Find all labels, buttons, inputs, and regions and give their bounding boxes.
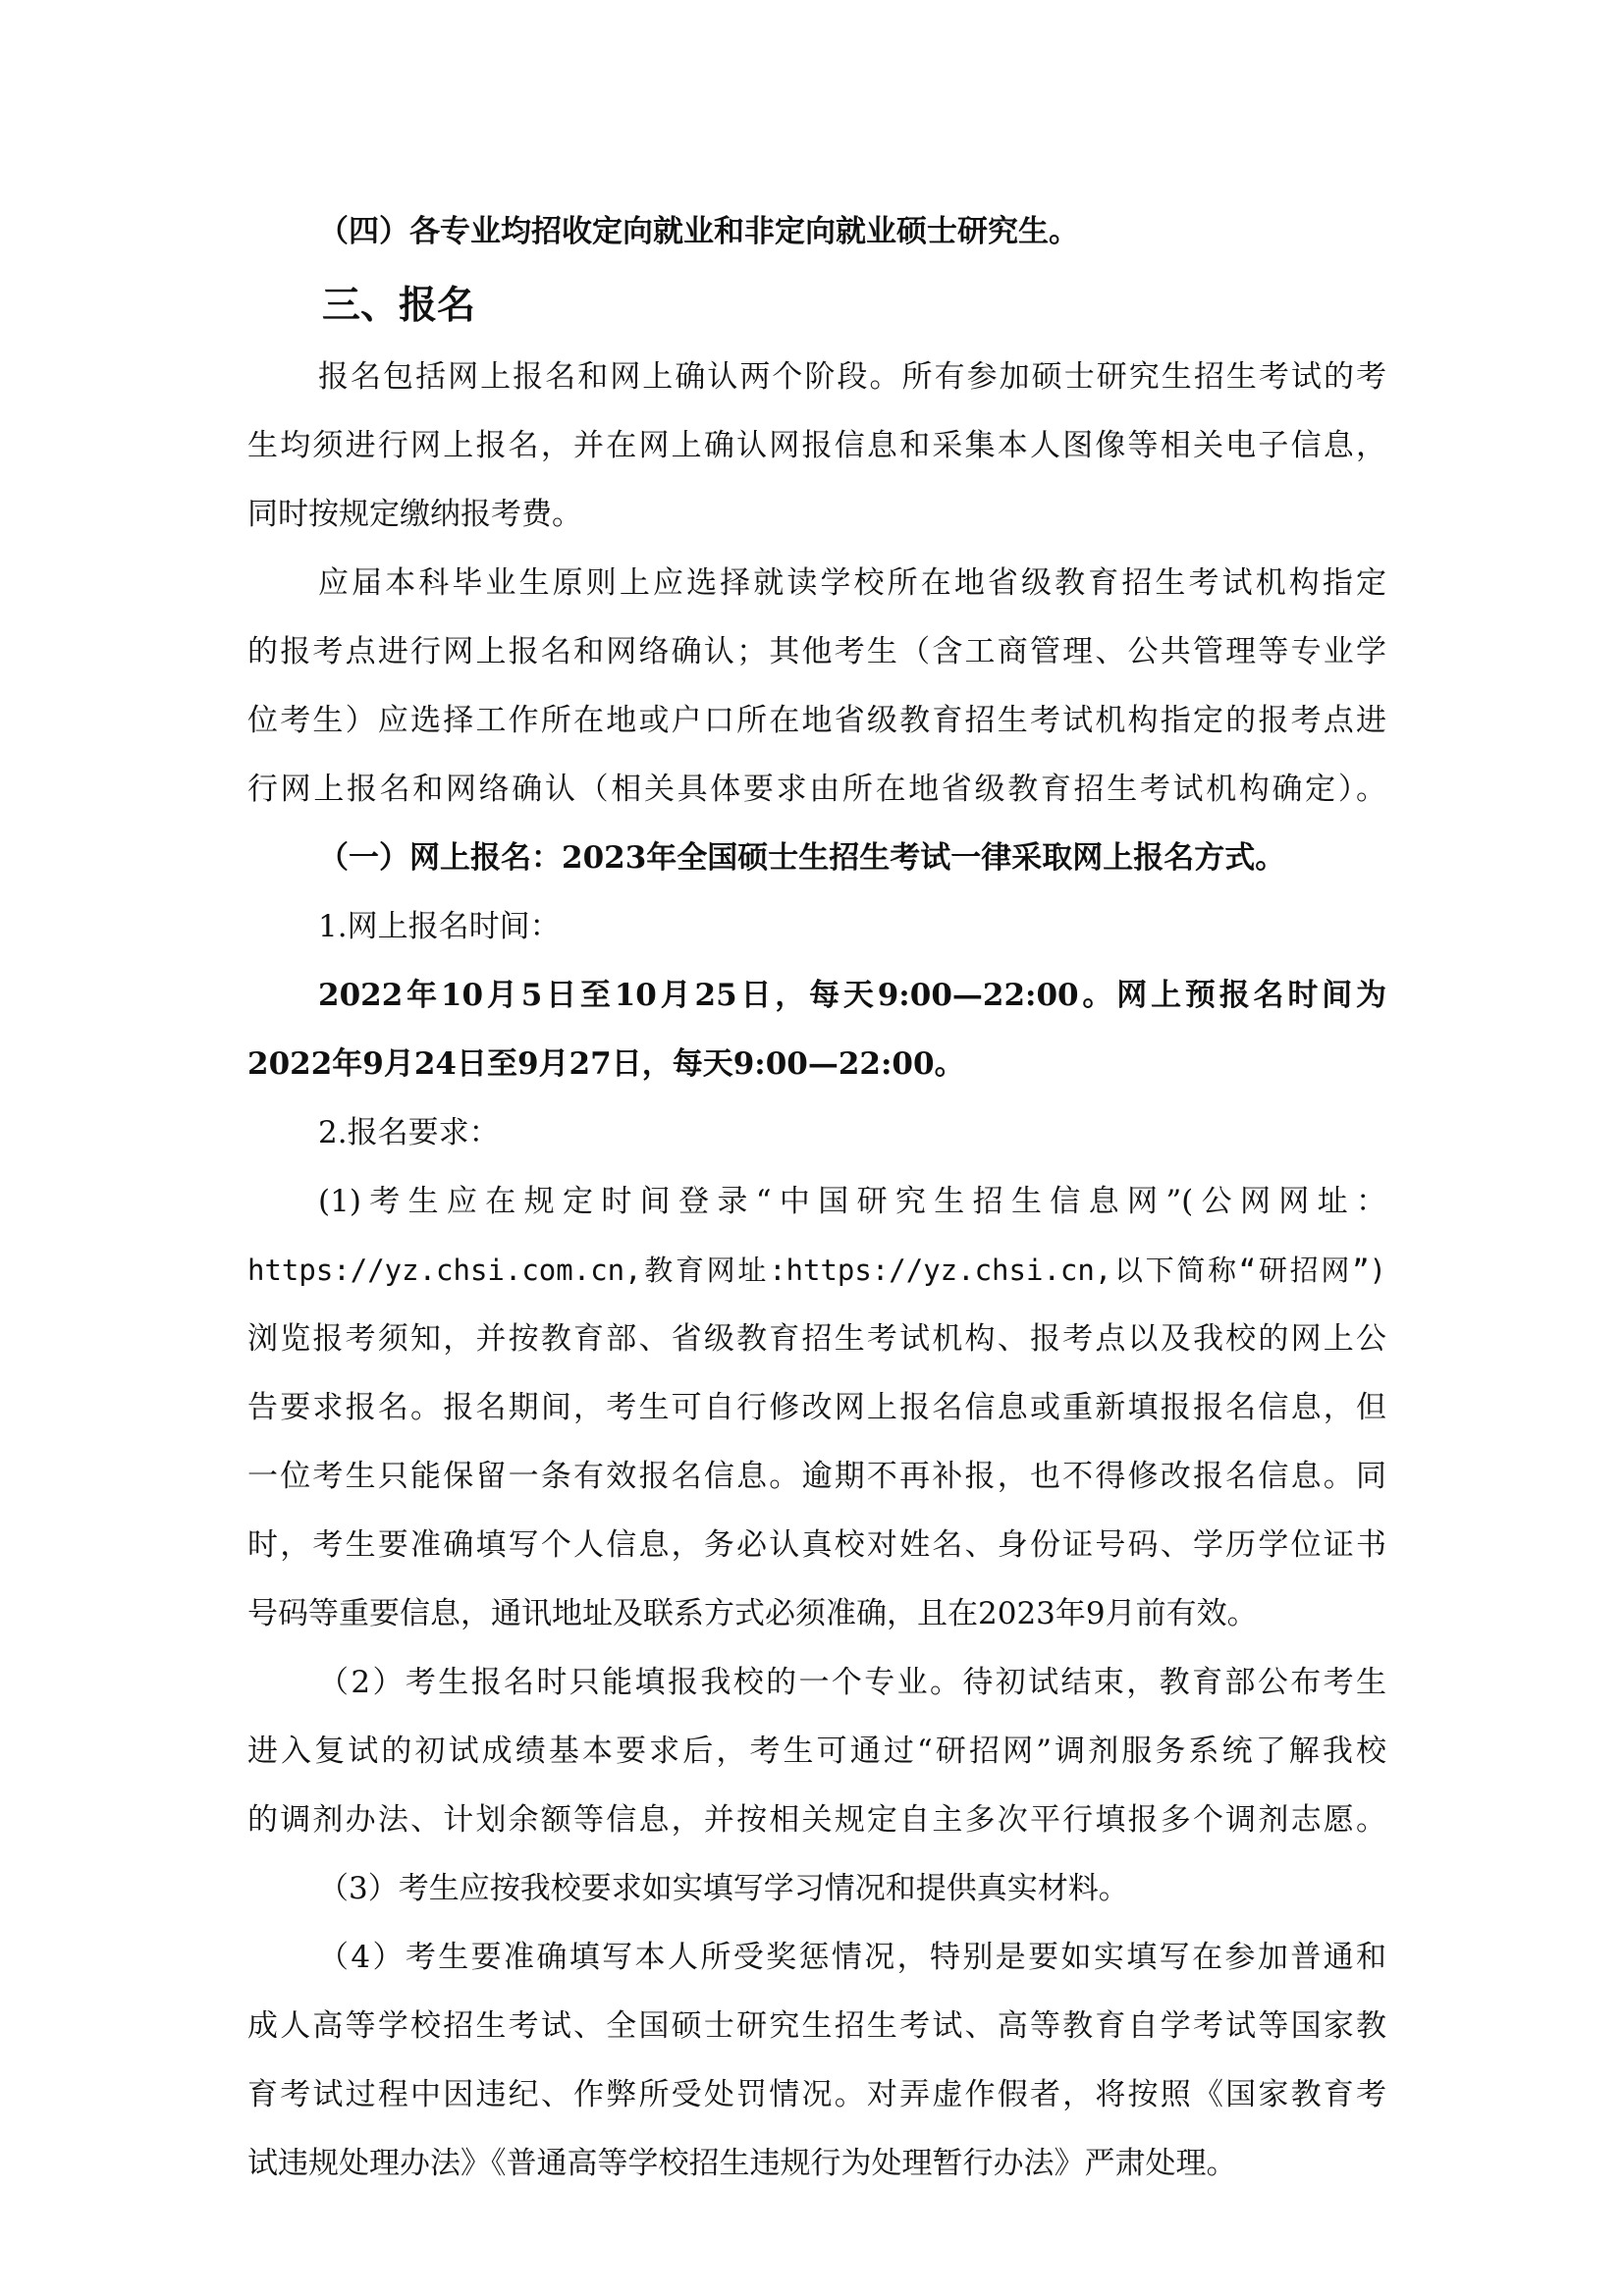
paragraph-line: 应届本科毕业生原则上应选择就读学校所在地省级教育招生考试机构指定	[318, 565, 1386, 601]
paragraph-line: 的报考点进行网上报名和网络确认；其他考生（含工商管理、公共管理等专业学	[247, 634, 1386, 669]
subsection-one-heading: （一）网上报名：2023年全国硕士生招生考试一律采取网上报名方式。	[318, 840, 1286, 876]
paragraph-line: 位考生）应选择工作所在地或户口所在地省级教育招生考试机构指定的报考点进	[247, 703, 1386, 738]
section-three-title: 三、报名	[322, 284, 476, 328]
paragraph-line: 进入复试的初试成绩基本要求后，考生可通过“研招网”调剂服务系统了解我校	[247, 1734, 1386, 1769]
paragraph-line: 时，考生要准确填写个人信息，务必认真校对姓名、身份证号码、学历学位证书	[247, 1527, 1386, 1563]
item-heading: 2.报名要求：	[318, 1115, 500, 1150]
url-line: https://yz.chsi.com.cn,教育网址:https://yz.chsi.cn,以下简称“研招网”)	[247, 1254, 1386, 1287]
item-heading: 1.网上报名时间：	[318, 909, 561, 944]
paragraph-line: 一位考生只能保留一条有效报名信息。逾期不再补报，也不得修改报名信息。同	[247, 1459, 1386, 1494]
paragraph-line: 生均须进行网上报名，并在网上确认网报信息和采集本人图像等相关电子信息，	[247, 428, 1386, 463]
paragraph-line: 浏览报考须知，并按教育部、省级教育招生考试机构、报考点以及我校的网上公	[247, 1321, 1386, 1357]
paragraph-line: （3）考生应按我校要求如实填写学习情况和提供真实材料。	[318, 1871, 1129, 1906]
registration-time-line: 2022年10月5日至10月25日，每天9:00—22:00。网上预报名时间为	[318, 978, 1386, 1013]
paragraph-line: 育考试过程中因违纪、作弊所受处罚情况。对弄虚作假者，将按照《国家教育考	[247, 2077, 1386, 2112]
paragraph-line: （2）考生报名时只能填报我校的一个专业。待初试结束，教育部公布考生	[318, 1665, 1386, 1700]
paragraph-line: （4）考生要准确填写本人所受奖惩情况，特别是要如实填写在参加普通和	[318, 1940, 1386, 1975]
registration-time-line: 2022年9月24日至9月27日，每天9:00—22:00。	[247, 1046, 965, 1082]
paragraph-line: 成人高等学校招生考试、全国硕士研究生招生考试、高等教育自学考试等国家教	[247, 2008, 1386, 2044]
paragraph-line: 行网上报名和网络确认（相关具体要求由所在地省级教育招生考试机构确定）。	[247, 772, 1386, 807]
paragraph-line: 报名包括网上报名和网上确认两个阶段。所有参加硕士研究生招生考试的考	[318, 359, 1386, 395]
paragraph-line: 同时按规定缴纳报考费。	[247, 497, 582, 532]
section-four-heading: （四）各专业均招收定向就业和非定向就业硕士研究生。	[318, 214, 1079, 249]
paragraph-line: (1)考生应在规定时间登录“中国研究生招生信息网”(公网网址：	[318, 1184, 1386, 1219]
paragraph-line: 试违规处理办法》《普通高等学校招生违规行为处理暂行办法》严肃处理。	[247, 2146, 1237, 2181]
paragraph-line: 号码等重要信息，通讯地址及联系方式必须准确，且在2023年9月前有效。	[247, 1596, 1258, 1631]
paragraph-line: 告要求报名。报名期间，考生可自行修改网上报名信息或重新填报报名信息，但	[247, 1390, 1386, 1425]
paragraph-line: 的调剂办法、计划余额等信息，并按相关规定自主多次平行填报多个调剂志愿。	[247, 1802, 1386, 1838]
